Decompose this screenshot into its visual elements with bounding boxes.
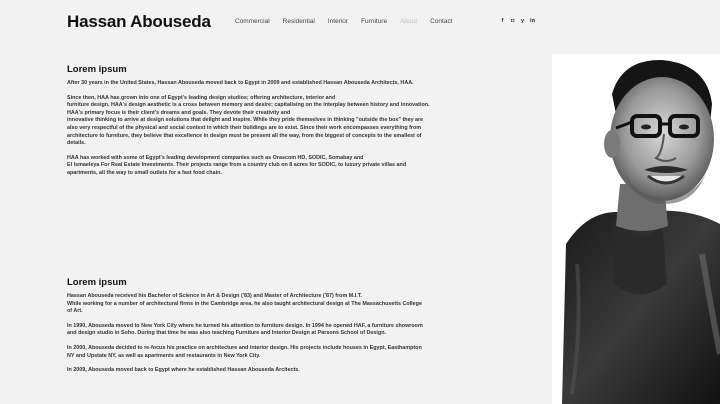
nav-furniture[interactable]: Furniture xyxy=(361,18,388,25)
section-1-paragraph-2: Since then, HAA has grown into one of Egypt's leading design studios; offering architecture, interior and furniture design. HAA's design aesthetic is a cross between memory and desire; capitalising on the interplay between history and innovation. HAA's primary focus is their client's dreams and goals. They devote their creativity and innovative thinking to arrive at design solutions that delight and inspire. While they pride themselves in thinking "outside the box" they are also very respectful of the physical and social context in which their buildings are to exist. Since their work encompasses everything from architecture to furniture, they believe that excellence in design must be present all the way, from the biggest of concepts to the smallest of details. xyxy=(67,94,430,147)
site-logo[interactable]: Hassan Abouseda xyxy=(67,12,211,31)
about-section-2 xyxy=(67,277,502,382)
main-nav xyxy=(235,18,466,25)
section-1-paragraph-1: After 30 years in the United States, Hassan Abouseda moved back to Egypt in 2009 and established Hassan Abouseda Architects, HAA. xyxy=(67,80,414,86)
instagram-icon[interactable]: ◘ xyxy=(510,18,515,24)
nav-commercial[interactable]: Commercial xyxy=(235,18,270,25)
section-2-title: Lorem ipsum xyxy=(67,277,127,288)
section-2-paragraph-4: In 2009, Abouseda moved back to Egypt where he established Hassan Abouseda Arcitects. xyxy=(67,367,300,374)
about-section-1 xyxy=(67,64,502,185)
section-2-paragraph-2: In 1990, Abouseda moved to New York City where he turned his attention to furniture design. In 1994 he opened HAF, a furniture showroom and design studio in Soho. During that time he was also teaching Furniture and Interior Design at Parsons School of Design. xyxy=(67,322,423,337)
facebook-icon[interactable]: f xyxy=(501,18,504,24)
section-2-paragraph-1: Hassan Abouseda received his Bachelor of Science in Art & Design ('83) and Master of Architecture ('87) from M.I.T. While working for a number of architectural firms in the Cambridge area, he also taught architectural design at The Massachusetts College of Art. xyxy=(67,293,422,315)
nav-residential[interactable]: Residential xyxy=(282,18,315,25)
social-links xyxy=(500,18,535,24)
site-header xyxy=(0,0,720,44)
section-2-paragraph-3: In 2000, Abouseda decided to re-focus his practice on architecture and interior design. His projects include houses in Egypt, Easthampton NY and Upstate NY, as well as apartments and restaurants in New York City. xyxy=(67,344,422,359)
section-1-title: Lorem ipsum xyxy=(67,64,127,75)
portrait-photo xyxy=(552,54,720,404)
section-1-paragraph-3: HAA has worked with some of Egypt's leading development companies such as Orascom HD, SODIC, Somabay and El Ismaeleya For Real Estate Investments. Their projects range from a country club on 8 acres for SODIC, to luxury private villas and apartments, all the way to small outlets for a fast food chain. xyxy=(67,154,407,176)
twitter-icon[interactable]: y xyxy=(520,18,525,24)
nav-contact[interactable]: Contact xyxy=(430,18,453,25)
linkedin-icon[interactable]: in xyxy=(530,18,535,24)
nav-about[interactable]: About xyxy=(400,18,418,25)
nav-interior[interactable]: Interior xyxy=(327,18,349,25)
